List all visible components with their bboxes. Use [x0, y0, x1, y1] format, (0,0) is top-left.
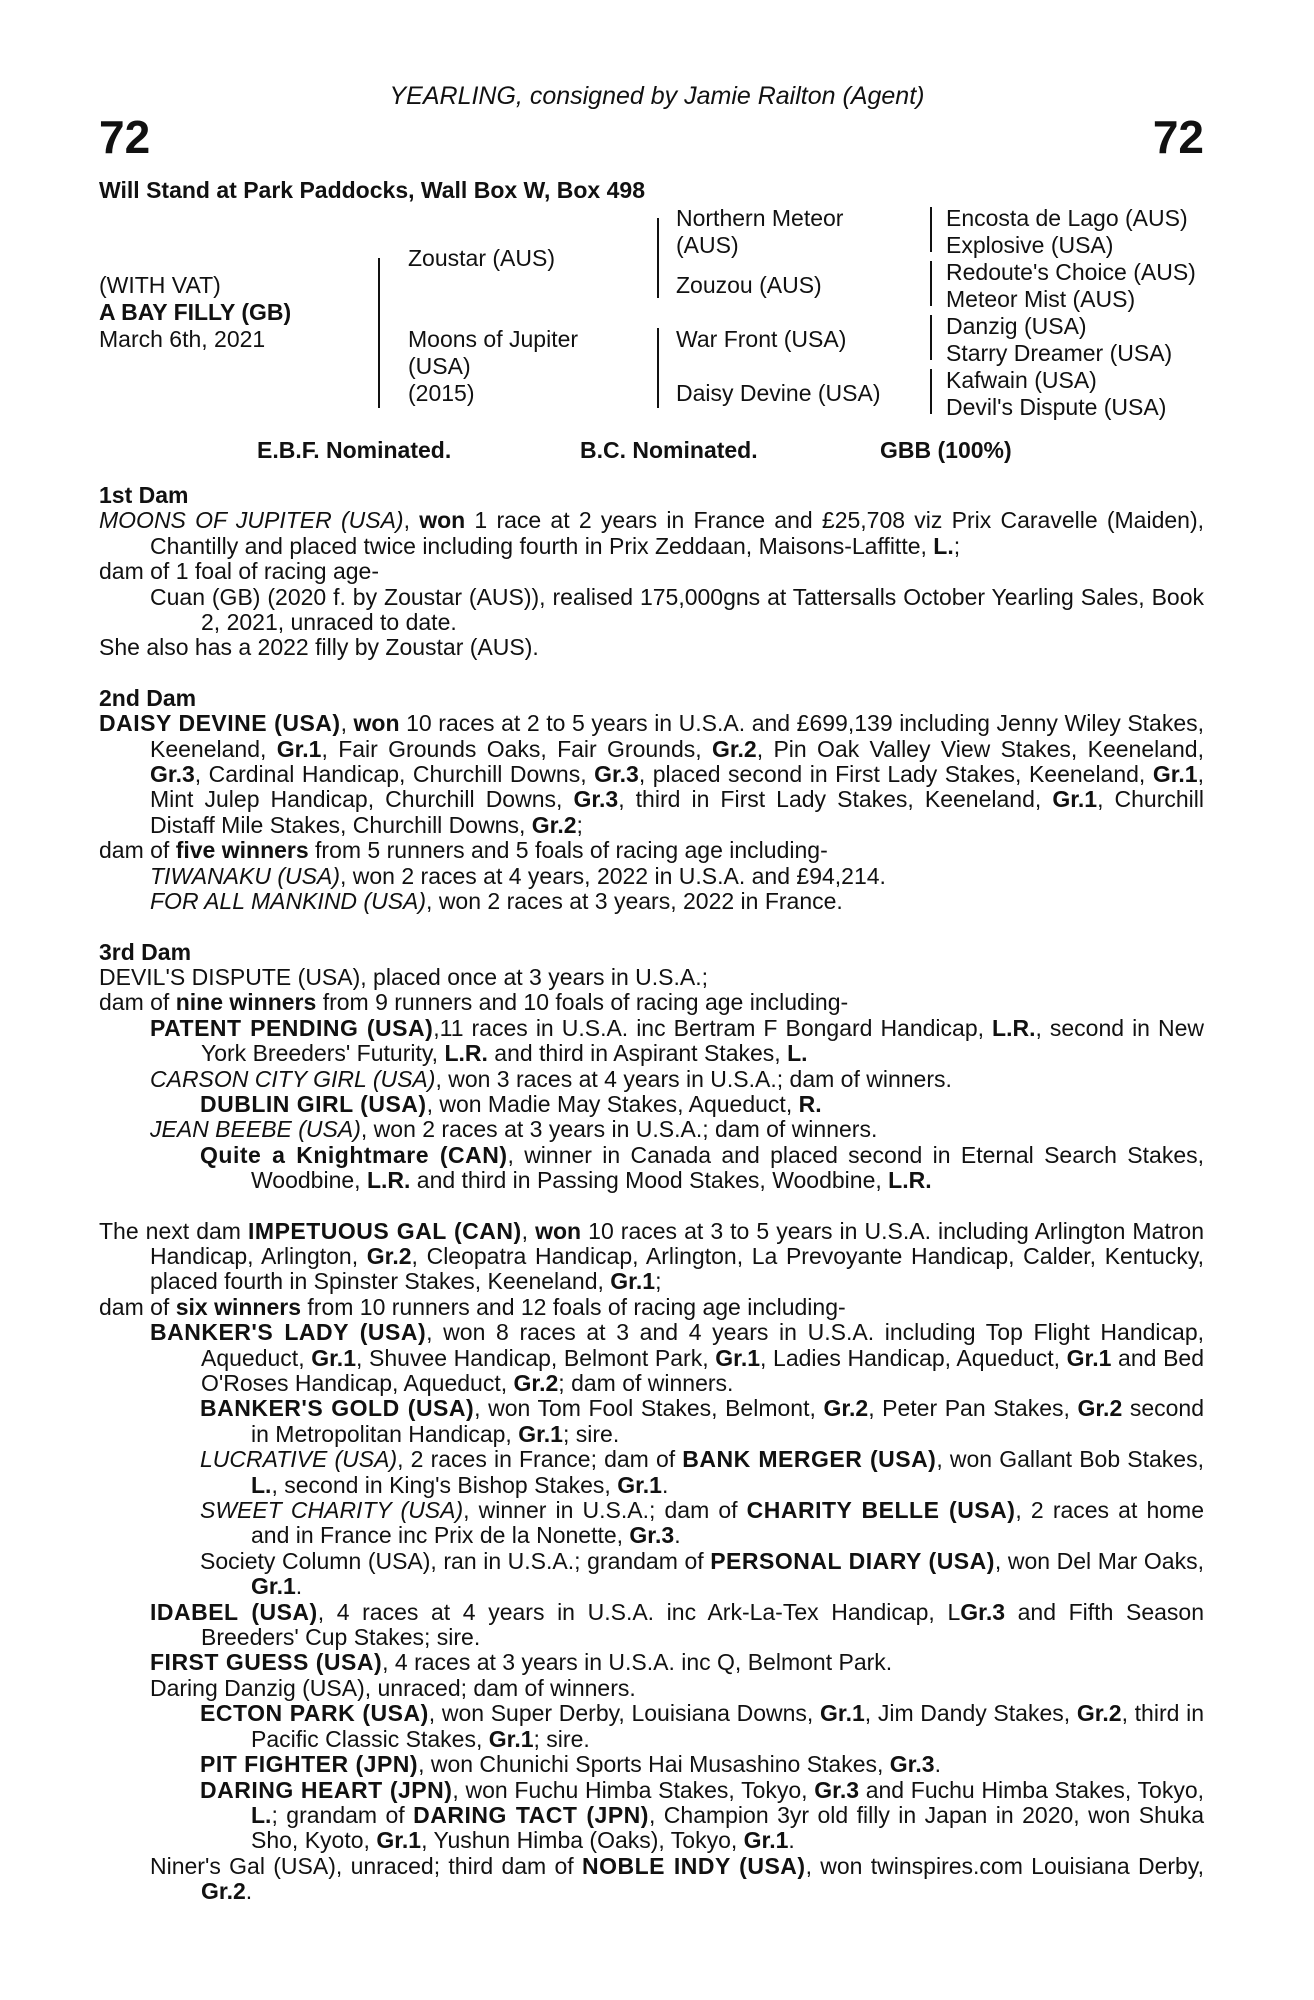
- ancestor-g3: Kafwain (USA): [946, 367, 1097, 393]
- produce-entry: Daring Danzig (USA), unraced; dam of winners.: [150, 1674, 636, 1701]
- produce-summary: dam of six winners from 10 runners and 12 foals of racing age including-: [99, 1293, 846, 1320]
- produce-summary: dam of 1 foal of racing age-: [99, 558, 379, 585]
- brace-g3: [930, 207, 932, 252]
- produce-note: She also has a 2022 filly by Zoustar (AUS).: [99, 634, 539, 661]
- produce-entry: Niner's Gal (USA), unraced; third dam of NOBLE INDY (USA), won twinspires.com Louisiana Derby, Gr.2.: [150, 1852, 1204, 1905]
- sire-dam: Zouzou (AUS): [676, 272, 822, 298]
- produce-entry: FOR ALL MANKIND (USA), won 2 races at 3 years, 2022 in France.: [150, 888, 843, 915]
- produce-entry: PIT FIGHTER (JPN), won Chunichi Sports Hai Musashino Stakes, Gr.3.: [200, 1751, 941, 1778]
- catalogue-body: [99, 483, 1204, 1905]
- produce-summary: dam of nine winners from 9 runners and 10 foals of racing age including-: [99, 989, 849, 1016]
- dam-name-line: (USA): [408, 353, 471, 379]
- horse-name: A BAY FILLY (GB): [99, 299, 292, 325]
- sire-name: Zoustar (AUS): [408, 245, 555, 271]
- dam-record: DEVIL'S DISPUTE (USA), placed once at 3 years in U.S.A.;: [99, 963, 709, 990]
- produce-entry: CARSON CITY GIRL (USA), won 3 races at 4 years in U.S.A.; dam of winners.: [150, 1065, 952, 1092]
- gbb-status: GBB (100%): [880, 437, 1012, 463]
- produce-entry: Cuan (GB) (2020 f. by Zoustar (AUS)), realised 175,000gns at Tattersalls October Yearling Sales, Book 2, 2021, unraced to date.: [150, 583, 1204, 636]
- lot-number-right: 72: [1152, 111, 1204, 163]
- brace-dam-line: [657, 328, 659, 408]
- brace-g3: [930, 315, 932, 360]
- produce-entry: LUCRATIVE (USA), 2 races in France; dam of BANK MERGER (USA), won Gallant Bob Stakes, L., second in King's Bishop Stakes, Gr.1.: [200, 1446, 1204, 1498]
- vat-note: (WITH VAT): [99, 272, 221, 298]
- produce-entry: SWEET CHARITY (USA), winner in U.S.A.; dam of CHARITY BELLE (USA), 2 races at home and in France inc Prix de la Nonette, Gr.3.: [200, 1497, 1204, 1549]
- produce-entry: JEAN BEEBE (USA), won 2 races at 3 years in U.S.A.; dam of winners.: [150, 1116, 878, 1143]
- dam-record: DAISY DEVINE (USA), won 10 races at 2 to 5 years in U.S.A. and £699,139 including Jenny Wiley Stakes, Keeneland, Gr.1, Fair Grounds Oaks, Fair Grounds, Gr.2, Pin Oak Valley View Stakes, Keeneland, Gr.3, Cardinal Handicap, Churchill Downs, Gr.3, placed second in First Lady Stakes, Keeneland, Gr.1, Mint Julep Handicap, Churchill Downs, Gr.3, third in First Lady Stakes, Keeneland, Gr.1, Churchill Distaff Mile Stakes, Churchill Downs, Gr.2;: [99, 710, 1205, 838]
- produce-entry: PATENT PENDING (USA),11 races in U.S.A. inc Bertram F Bongard Handicap, L.R., second in New York Breeders' Futurity, L.R. and third in Aspirant Stakes, L.: [150, 1014, 1204, 1067]
- produce-entry: DUBLIN GIRL (USA), won Madie May Stakes, Aqueduct, R.: [200, 1090, 822, 1117]
- brace-sire-line: [657, 218, 659, 298]
- produce-entry: BANKER'S LADY (USA), won 8 races at 3 and 4 years in U.S.A. including Top Flight Handicap, Aqueduct, Gr.1, Shuvee Handicap, Belmont Park, Gr.1, Ladies Handicap, Aqueduct, Gr.1 and Bed O'Roses Handicap, Aqueduct, Gr.2; dam of winners.: [150, 1319, 1204, 1396]
- produce-entry: FIRST GUESS (USA), 4 races at 3 years in U.S.A. inc Q, Belmont Park.: [150, 1649, 893, 1676]
- ancestor-g3: Starry Dreamer (USA): [946, 340, 1173, 366]
- ancestor-g3: Devil's Dispute (USA): [946, 394, 1167, 420]
- brace-g3: [930, 369, 932, 414]
- brace-g3: [930, 261, 932, 306]
- next-dam-record: The next dam IMPETUOUS GAL (CAN), won 10 races at 3 to 5 years in U.S.A. including Arlington Matron Handicap, Arlington, Gr.2, Cleopatra Handicap, Arlington, La Prevoyante Handicap, Calder, Kentucky, placed fourth in Spinster Stakes, Keeneland, Gr.1;: [99, 1217, 1204, 1295]
- stand-location: Will Stand at Park Paddocks, Wall Box W, Box 498: [99, 177, 645, 203]
- section-heading: 2nd Dam: [99, 684, 197, 711]
- lot-number-left: 72: [99, 111, 151, 163]
- ancestor-g3: Danzig (USA): [946, 313, 1087, 339]
- dam-sire: War Front (USA): [676, 326, 847, 352]
- produce-summary: dam of five winners from 5 runners and 5 foals of racing age including-: [99, 837, 828, 864]
- produce-entry: ECTON PARK (USA), won Super Derby, Louisiana Downs, Gr.1, Jim Dandy Stakes, Gr.2, third in Pacific Classic Stakes, Gr.1; sire.: [200, 1700, 1204, 1752]
- section-heading: 1st Dam: [99, 482, 189, 508]
- consignment-header: YEARLING, consigned by Jamie Railton (Agent): [389, 82, 925, 110]
- foaled-date: March 6th, 2021: [99, 326, 266, 352]
- produce-entry: IDABEL (USA), 4 races at 4 years in U.S.A. inc Ark-La-Tex Handicap, LGr.3 and Fifth Season Breeders' Cup Stakes; sire.: [150, 1598, 1204, 1651]
- ancestor-g3: Redoute's Choice (AUS): [946, 259, 1196, 285]
- sire-sire-line: (AUS): [676, 232, 739, 258]
- produce-entry: BANKER'S GOLD (USA), won Tom Fool Stakes, Belmont, Gr.2, Peter Pan Stakes, Gr.2 second in Metropolitan Handicap, Gr.1; sire.: [200, 1395, 1204, 1447]
- dam-dam: Daisy Devine (USA): [676, 380, 881, 406]
- dam-name-line: Moons of Jupiter: [408, 326, 579, 352]
- produce-entry: DARING HEART (JPN), won Fuchu Himba Stakes, Tokyo, Gr.3 and Fuchu Himba Stakes, Tokyo, L.; grandam of DARING TACT (JPN), Champion 3yr old filly in Japan in 2020, won Shuka Sho, Kyoto, Gr.1, Yushun Himba (Oaks), Tokyo, Gr.1.: [200, 1776, 1205, 1854]
- ebf-nomination: E.B.F. Nominated.: [257, 437, 452, 463]
- bc-nomination: B.C. Nominated.: [580, 437, 758, 463]
- ancestor-g3: Meteor Mist (AUS): [946, 286, 1136, 312]
- dam-name-line: (2015): [408, 380, 475, 406]
- sire-sire-line: Northern Meteor: [676, 205, 844, 231]
- brace-generation-1: [378, 258, 380, 408]
- ancestor-g3: Encosta de Lago (AUS): [946, 205, 1188, 231]
- dam-record: MOONS OF JUPITER (USA), won 1 race at 2 years in France and £25,708 viz Prix Caravelle (Maiden), Chantilly and placed twice including fourth in Prix Zeddaan, Maisons-Laffitte, L.;: [99, 507, 1204, 559]
- section-heading: 3rd Dam: [99, 938, 192, 965]
- produce-entry: Society Column (USA), ran in U.S.A.; grandam of PERSONAL DIARY (USA), won Del Mar Oaks, Gr.1.: [200, 1547, 1204, 1600]
- produce-entry: TIWANAKU (USA), won 2 races at 4 years, 2022 in U.S.A. and £94,214.: [150, 862, 886, 889]
- produce-entry: Quite a Knightmare (CAN), winner in Canada and placed second in Eternal Search Stakes, Woodbine, L.R. and third in Passing Mood Stakes, Woodbine, L.R.: [200, 1141, 1204, 1194]
- ancestor-g3: Explosive (USA): [946, 232, 1114, 258]
